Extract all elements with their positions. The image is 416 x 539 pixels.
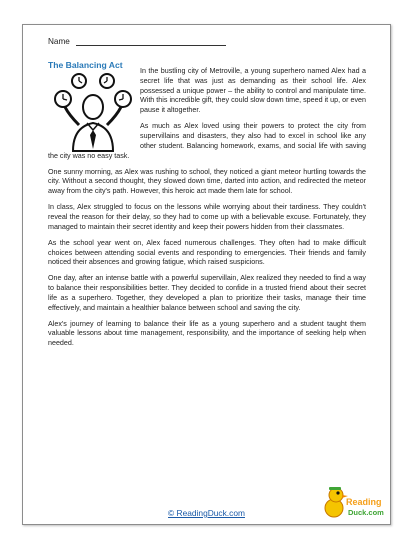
worksheet-page bbox=[22, 24, 391, 525]
paragraph: One day, after an intense battle with a powerful supervillain, Alex realized they needed to find a way to balance their responsibilities better. They decided to confide in a trusted friend about their secret life as a superhero. Together, they developed a plan to prioritize their tasks, manage their time effectively, and maintain a healthier balance between school and saving the city. bbox=[48, 274, 366, 312]
paragraph: Alex's journey of learning to balance their life as a young superhero and a student taught them valuable lessons about time management, responsibility, and the importance of seeking help when needed. bbox=[48, 319, 366, 348]
readingduck-link[interactable]: © ReadingDuck.com bbox=[168, 508, 245, 518]
paragraph: One sunny morning, as Alex was rushing to school, they noticed a giant meteor hurtling towards the city. Without a second thought, they slowed down time, darted into action, and redirected the meteor away from the city's path. However, this heroic act made them late for school. bbox=[48, 167, 366, 196]
paragraph: As the school year went on, Alex faced numerous challenges. They often had to make difficult choices between attending social events and responding to emergencies. Their friends and family noticed their absences and growing fatigue, which raised suspicions. bbox=[48, 238, 366, 267]
name-blank-line[interactable] bbox=[76, 37, 226, 46]
duck-mascot-icon bbox=[323, 483, 384, 521]
story-text bbox=[48, 67, 366, 355]
name-label: Name bbox=[48, 37, 70, 46]
story-title: The Balancing Act bbox=[48, 60, 123, 70]
paragraph: In class, Alex struggled to focus on the lessons while worrying about their tardiness. They couldn't reveal the reason for their delay, so they had to come up with a believable excuse. Fortunately, they managed to maintain their secret identity and keep their powers hidden from their classmates. bbox=[48, 203, 366, 231]
name-row bbox=[48, 37, 226, 46]
svg-text:Reading: Reading bbox=[346, 497, 382, 507]
paragraph: As much as Alex loved using their powers to protect the city from supervillains and disasters, they also had to excel in school like any other student. Balancing homework, exams, and social life with saving the city was no easy task. bbox=[48, 122, 366, 160]
svg-text:Duck.com: Duck.com bbox=[348, 508, 384, 517]
paragraph: In the bustling city of Metroville, a young superhero named Alex had a secret life that was just as demanding as their school life. Alex possessed a unique power – the ability to control and manipulate time. With this incredible gift, they could slow down time, speed it up, or even pause it altogether. bbox=[140, 67, 366, 115]
